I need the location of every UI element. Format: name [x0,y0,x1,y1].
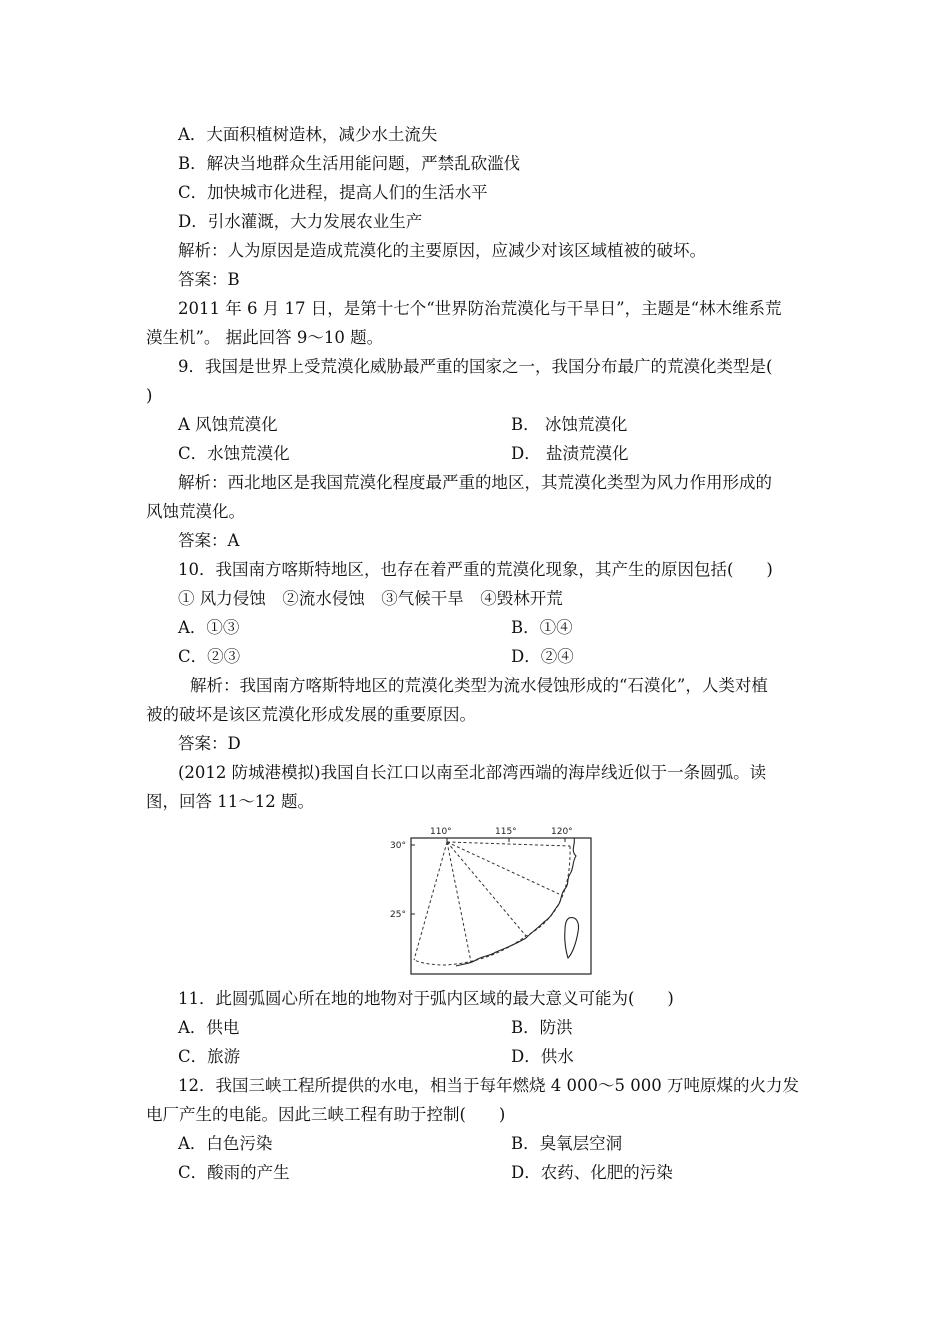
map-lon-label-110: 110° [430,827,452,837]
q8-option-d: D．引水灌溉，大力发展农业生产 [178,212,423,231]
q12-stem-line2: 电厂产生的电能。因此三峡工程有助于控制( ) [146,1105,506,1124]
q12-option-a: A．白色污染 [178,1134,273,1153]
q8-analysis: 解析：人为原因是造成荒漠化的主要原因，应减少对该区域植被的破坏。 [178,241,706,260]
coastline-arc-map [386,822,596,980]
map-lat-label-30: 30° [390,841,406,851]
q10-analysis-line1: 解析：我国南方喀斯特地区的荒漠化类型为流水侵蚀形成的“石漠化”，人类对植 [190,676,768,695]
q10-analysis-line2: 被的破坏是该区荒漠化形成发展的重要原因。 [146,705,476,724]
q10-option-d: D．②④ [511,647,574,666]
q10-answer: 答案：D [178,734,241,753]
map-coastline [456,838,576,966]
q9-analysis-line1: 解析：西北地区是我国荒漠化程度最严重的地区，其荒漠化类型为风力作用形成的 [178,473,772,492]
q12-stem-line1: 12．我国三峡工程所提供的水电，相当于每年燃烧 4 000～5 000 万吨原煤的火力发 [178,1076,799,1095]
q10-stem: 10．我国南方喀斯特地区，也存在着严重的荒漠化现象，其产生的原因包括( ) [178,560,773,579]
intro-9-10-line2: 漠生机”。 据此回答 9～10 题。 [146,328,384,347]
q12-option-b: B．臭氧层空洞 [511,1134,623,1153]
q9-option-b: B． 冰蚀荒漠化 [511,415,628,434]
q9-option-a: A 风蚀荒漠化 [178,415,278,434]
q11-option-a: A．供电 [178,1018,240,1037]
q9-answer: 答案：A [178,531,240,550]
q11-stem: 11．此圆弧圆心所在地的地物对于弧内区域的最大意义可能为( ) [178,989,674,1008]
q10-items: ① 风力侵蚀 ②流水侵蚀 ③气候干旱 ④毁林开荒 [178,589,563,608]
q9-stem-line2: ) [146,386,153,405]
q9-option-d: D． 盐渍荒漠化 [511,444,629,463]
q10-option-b: B．①④ [511,618,573,637]
q11-option-c: C．旅游 [178,1047,241,1066]
map-taiwan-island [565,918,579,958]
map-ticks [411,838,565,914]
intro-11-12-line1: (2012 防城港模拟)我国自长江口以南至北部湾西端的海岸线近似于一条圆弧。读 [178,763,767,782]
q8-answer: 答案：B [178,270,240,289]
q10-option-a: A．①③ [178,618,240,637]
q8-option-c: C．加快城市化进程，提高人们的生活水平 [178,183,488,202]
q9-analysis-line2: 风蚀荒漠化。 [146,502,245,521]
map-lon-label-120: 120° [551,827,573,837]
intro-9-10-line1: 2011 年 6 月 17 日，是第十七个“世界防治荒漠化与干旱日”，主题是“林木维系荒 [178,299,782,318]
map-lat-label-25: 25° [390,910,406,920]
q12-option-d: D．农药、化肥的污染 [511,1163,673,1182]
q11-option-d: D．供水 [511,1047,574,1066]
q12-option-c: C．酸雨的产生 [178,1163,290,1182]
q11-option-b: B．防洪 [511,1018,573,1037]
map-radii [414,842,570,962]
q9-option-c: C．水蚀荒漠化 [178,444,290,463]
q9-stem-line1: 9．我国是世界上受荒漠化威胁最严重的国家之一，我国分布最广的荒漠化类型是( [178,357,773,376]
intro-11-12-line2: 图，回答 11～12 题。 [146,792,314,811]
q8-option-a: A．大面积植树造林，减少水土流失 [178,125,438,144]
map-lon-label-115: 115° [495,827,517,837]
q8-option-b: B．解决当地群众生活用能问题，严禁乱砍滥伐 [178,154,521,173]
q10-option-c: C．②③ [178,647,241,666]
map-arc [414,846,570,965]
